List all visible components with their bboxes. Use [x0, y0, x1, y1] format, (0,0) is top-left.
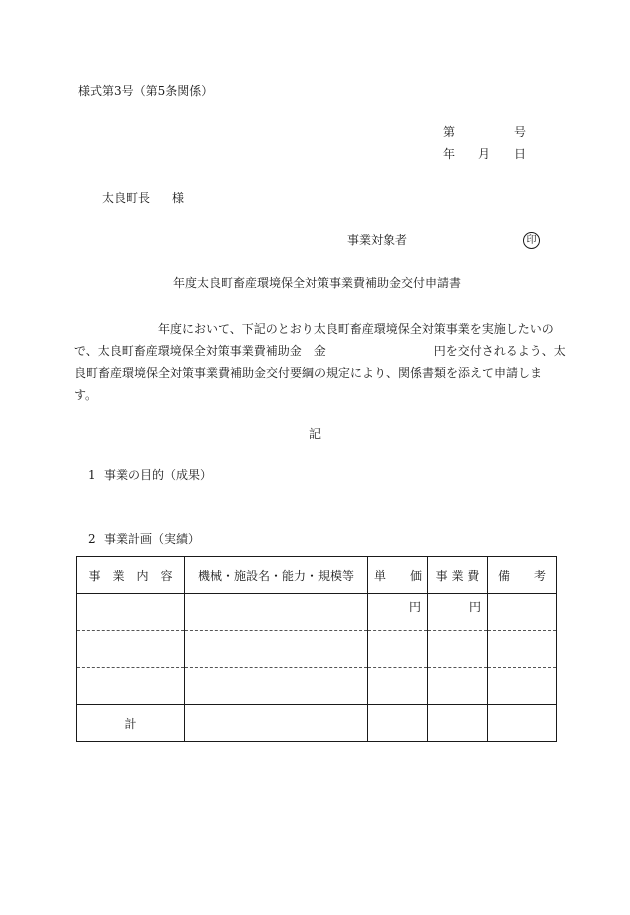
cell-cost[interactable] — [428, 631, 488, 668]
table-row — [77, 668, 557, 705]
cell-equipment[interactable] — [185, 631, 368, 668]
header-remarks: 備 考 — [488, 557, 557, 594]
total-remarks[interactable] — [488, 705, 557, 742]
cell-unit-price[interactable] — [368, 631, 428, 668]
body-line: す。 — [74, 388, 98, 402]
addressee-name: 太良町長 — [102, 191, 151, 205]
cell-content[interactable] — [77, 631, 185, 668]
table-row — [77, 631, 557, 668]
body-line: 年度において、下記のとおり太良町畜産環境保全対策事業を実施したいの — [74, 322, 554, 336]
body-line: で、太良町畜産環境保全対策事業費補助金 金 円を交付されるよう、太 — [74, 344, 566, 358]
yen-unit: 円 — [408, 600, 421, 614]
cell-remarks[interactable] — [488, 631, 557, 668]
document-number-suffix: 号 — [514, 125, 527, 139]
cell-content[interactable] — [77, 594, 185, 631]
ki-heading: 記 — [309, 427, 322, 441]
total-cost[interactable] — [428, 705, 488, 742]
cell-equipment[interactable] — [185, 594, 368, 631]
total-equipment[interactable] — [185, 705, 368, 742]
cell-remarks[interactable] — [488, 594, 557, 631]
seal-mark: 印 — [523, 232, 540, 249]
body-line: 良町畜産環境保全対策事業費補助金交付要綱の規定により、関係書類を添えて申請しま — [74, 366, 543, 380]
cell-cost[interactable] — [428, 668, 488, 705]
addressee-honorific: 様 — [172, 191, 185, 205]
date-year: 年 — [443, 147, 456, 161]
table-header-row — [77, 557, 557, 594]
document-title: 年度太良町畜産環境保全対策事業費補助金交付申請書 — [173, 276, 462, 290]
cell-unit-price[interactable] — [368, 594, 428, 631]
project-plan-table — [76, 556, 557, 742]
cell-cost[interactable] — [428, 594, 488, 631]
applicant-label: 事業対象者 — [347, 233, 408, 247]
cell-unit-price[interactable] — [368, 668, 428, 705]
table-row — [77, 594, 557, 631]
header-unit-price: 単 価 — [368, 557, 428, 594]
application-body — [74, 318, 566, 406]
total-unit-price[interactable] — [368, 705, 428, 742]
header-cost: 事 業 費 — [428, 557, 488, 594]
total-row — [77, 705, 557, 742]
section2-number: 2 — [88, 532, 96, 546]
total-label: 計 — [77, 705, 185, 742]
section2-label: 事業計画（実績） — [104, 532, 201, 546]
header-content: 事 業 内 容 — [77, 557, 185, 594]
document-number-prefix: 第 — [443, 125, 456, 139]
date-day: 日 — [514, 147, 527, 161]
cell-remarks[interactable] — [488, 668, 557, 705]
cell-equipment[interactable] — [185, 668, 368, 705]
section1-label: 事業の目的（成果） — [104, 468, 213, 482]
header-equipment: 機械・施設名・能力・規模等 — [185, 557, 368, 594]
date-month: 月 — [478, 147, 491, 161]
cell-content[interactable] — [77, 668, 185, 705]
yen-unit: 円 — [468, 600, 481, 614]
section1-number: 1 — [88, 468, 96, 482]
form-number-label: 様式第3号（第5条関係） — [78, 84, 214, 98]
